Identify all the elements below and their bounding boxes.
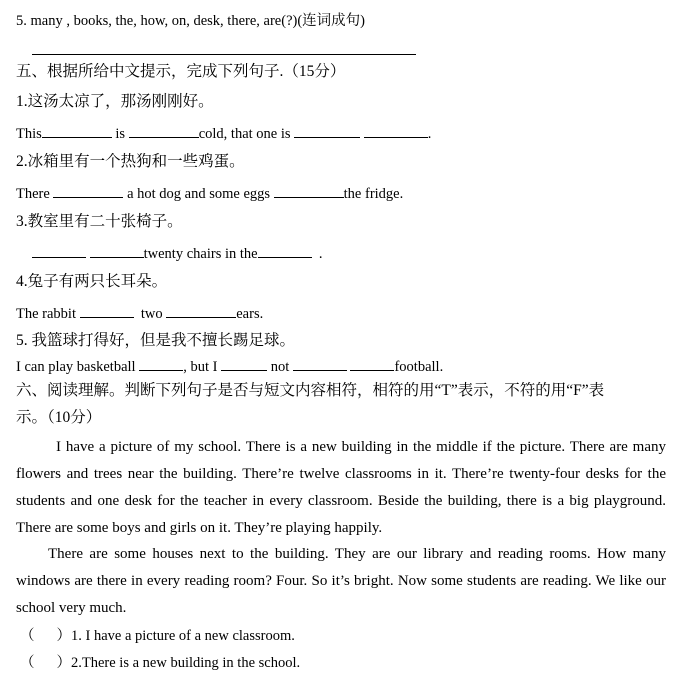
s5-item2-blank-1[interactable] <box>53 183 123 198</box>
s5-item3-blank-2[interactable] <box>90 243 144 258</box>
s5-item5-text-d: football. <box>394 359 444 375</box>
s5-item5-text-a: I can play basketball <box>16 359 136 375</box>
s5-item2-text-b: a hot dog and some eggs <box>127 186 271 202</box>
tf-q1-bracket-open[interactable]: （ <box>20 628 35 644</box>
section5-title: 五、根据所给中文提示，完成下列句子.（15分） <box>16 63 346 80</box>
reading-paragraph-2 <box>16 541 666 622</box>
s5-item1-text-b: is <box>115 126 126 142</box>
reading-paragraph-1 <box>16 434 666 542</box>
s5-item1-text-a: This <box>16 126 42 142</box>
s5-item3-chinese: 3.教室里有二十张椅子。 <box>16 213 183 230</box>
reading-paragraph-2-text: There are some houses next to the building. They are our library and reading rooms. How many windows are there in every reading room? Four. So it’s bright. Now some students are reading. We like our school very much. <box>16 546 666 616</box>
s5-item1-sentence <box>16 123 431 143</box>
tf-q2-text: 2.There is a new building in the school. <box>71 655 301 671</box>
s5-item5-blank-3[interactable] <box>293 356 347 371</box>
s5-item4-text-b: two <box>140 306 163 322</box>
s5-item3-blank-3[interactable] <box>258 243 312 258</box>
tf-q2-bracket-close[interactable]: ） <box>56 655 71 671</box>
tf-question-1 <box>20 627 295 645</box>
q5-scramble-prompt: 5. many , books, the, how, on, desk, there, are(?)(连词成句) <box>16 13 365 29</box>
s5-item4-text-c: ears. <box>236 306 264 322</box>
section6-title-line1: 六、阅读理解。判断下列句子是否与短文内容相符，相符的用“T”表示，不符的用“F”表 <box>16 382 605 399</box>
s5-item5-text-b: , but I <box>183 359 218 375</box>
s5-item5-blank-4[interactable] <box>350 356 394 371</box>
s5-item1-text-c: cold, that one is <box>198 126 291 142</box>
s5-item4-sentence <box>16 303 263 323</box>
q5-answer-line[interactable] <box>32 54 416 55</box>
section6-title-line2: 示。（10分） <box>16 409 102 426</box>
s5-item5-chinese: 5. 我篮球打得好，但是我不擅长踢足球。 <box>16 332 296 349</box>
s5-item1-blank-1[interactable] <box>42 123 112 138</box>
s5-item1-blank-2[interactable] <box>129 123 199 138</box>
s5-item4-text-a: The rabbit <box>16 306 76 322</box>
s5-item2-sentence <box>16 183 403 203</box>
s5-item4-blank-2[interactable] <box>166 303 236 318</box>
tf-q2-bracket-open[interactable]: （ <box>20 655 35 671</box>
s5-item5-blank-2[interactable] <box>221 356 267 371</box>
s5-item2-chinese: 2.冰箱里有一个热狗和一些鸡蛋。 <box>16 153 245 170</box>
s5-item5-text-c: not <box>270 359 290 375</box>
s5-item4-chinese: 4.兔子有两只长耳朵。 <box>16 273 168 290</box>
tf-q1-text: 1. I have a picture of a new classroom. <box>71 628 295 644</box>
s5-item2-blank-2[interactable] <box>274 183 344 198</box>
s5-item1-blank-3[interactable] <box>294 123 360 138</box>
tf-question-2 <box>20 654 300 672</box>
s5-item3-blank-1[interactable] <box>32 243 86 258</box>
s5-item2-text-a: There <box>16 186 50 202</box>
reading-paragraph-1-text: I have a picture of my school. There is a new building in the middle if the picture. There are many flowers and trees near the building. There’re twelve classrooms in it. There’re twenty-four desks for the students and one desk for the teacher in every classroom. Beside the building, there is a big playground. There are some boys and girls on it. They’re playing happily. <box>16 439 666 536</box>
s5-item1-text-d: . <box>427 126 432 142</box>
s5-item3-sentence <box>32 243 322 263</box>
s5-item3-text-a: twenty chairs in the <box>143 246 258 262</box>
s5-item1-chinese: 1.这汤太凉了，那汤刚刚好。 <box>16 93 214 110</box>
s5-item1-blank-4[interactable] <box>364 123 428 138</box>
s5-item3-text-b: . <box>318 246 323 262</box>
s5-item5-sentence <box>16 356 443 376</box>
s5-item5-blank-1[interactable] <box>139 356 183 371</box>
tf-q1-bracket-close[interactable]: ） <box>56 628 71 644</box>
s5-item2-text-c: the fridge. <box>343 186 404 202</box>
s5-item4-blank-1[interactable] <box>80 303 134 318</box>
